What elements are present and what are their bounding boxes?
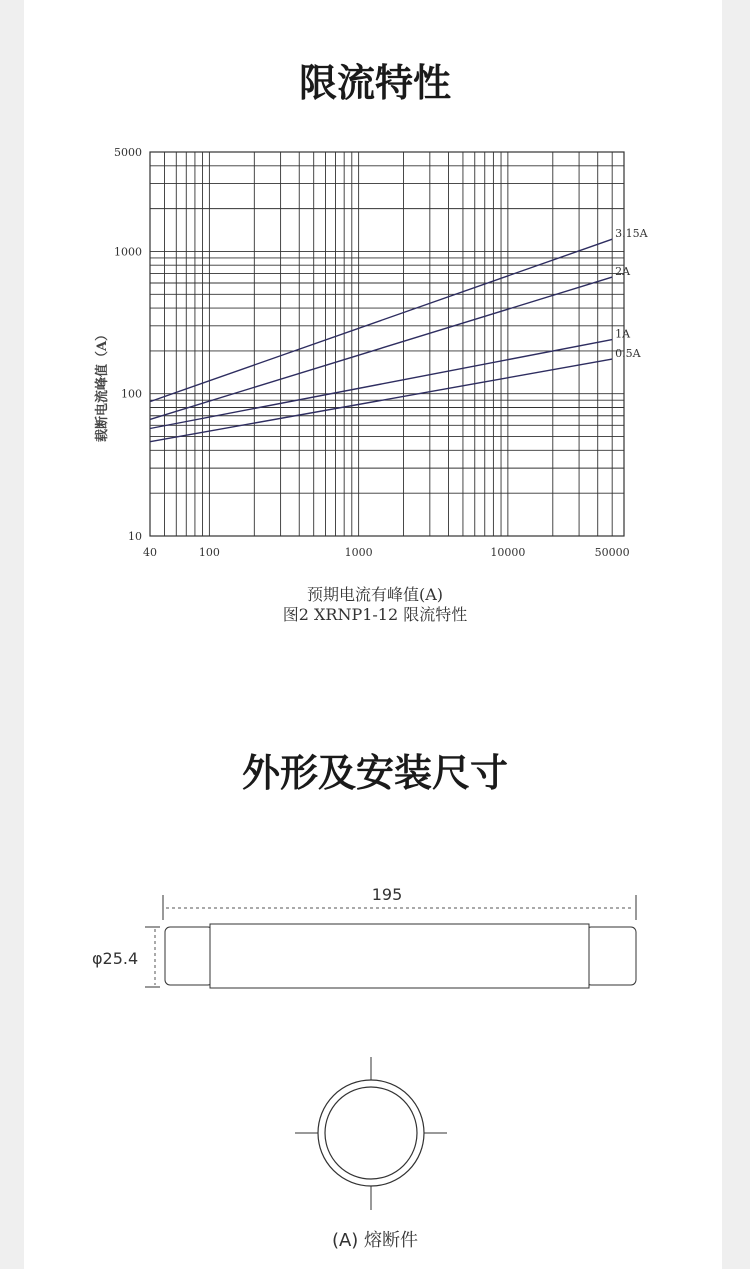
section-title-current-limiting: 限流特性: [298, 61, 451, 105]
diameter-label: φ25.4: [92, 949, 139, 968]
y-tick-label: 5000: [114, 146, 142, 159]
series-label: 3.15A: [615, 227, 648, 241]
y-tick-label: 100: [121, 387, 142, 401]
series-label: 2A: [615, 265, 631, 279]
length-label: 195: [371, 885, 403, 904]
figure-caption: 图2 XRNP1-12 限流特性: [282, 605, 468, 624]
x-tick-label: 10000: [490, 546, 526, 559]
y-tick-label: 10: [128, 530, 142, 543]
fuse-end-cap-right: [586, 927, 636, 985]
x-axis-label: 预期电流有峰值(A): [306, 585, 444, 604]
x-tick-label: 100: [198, 546, 220, 559]
x-tick-label: 50000: [594, 546, 630, 559]
end-view-inner-circle: [325, 1087, 417, 1179]
fuse-end-cap-left: [165, 927, 213, 985]
series-label: 1A: [615, 327, 631, 341]
x-tick-label: 40: [143, 546, 157, 559]
x-tick-label: 1000: [344, 546, 373, 559]
y-tick-label: 1000: [114, 245, 142, 259]
section-title-dimensions: 外形及安装尺寸: [241, 751, 508, 795]
series-label: 0.5A: [615, 347, 641, 361]
part-label: (A) 熔断件: [331, 1230, 419, 1251]
fuse-tube: [210, 924, 589, 988]
y-axis-label: 载断电流峰值（A）: [95, 327, 110, 443]
